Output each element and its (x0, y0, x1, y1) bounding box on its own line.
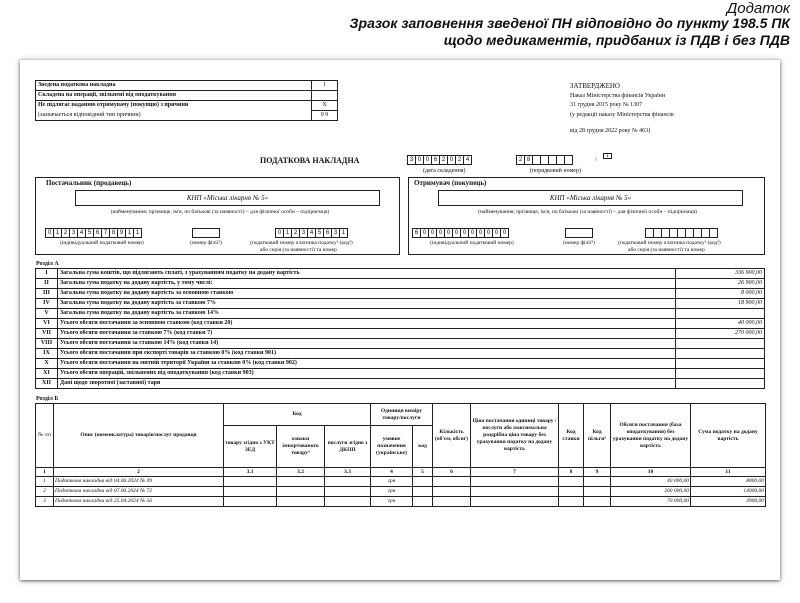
row-value: 18 900,00 (676, 299, 765, 309)
digit-cell: 0 (275, 228, 284, 238)
row-label: Усього обсяги постачання на митній території України за ставкою 0% (код ставки 902) (58, 359, 676, 369)
digit-cell: 2 (61, 228, 70, 238)
digit-cell: 0 (423, 155, 432, 165)
document-title: ПОДАТКОВА НАКЛАДНА (260, 156, 360, 165)
row-label: Усього обсяги постачання за ставкою 7% (код ставки 7) (58, 329, 676, 339)
section-a-row (36, 329, 765, 339)
row-number: X (36, 359, 58, 369)
section-a-row (36, 269, 765, 279)
number-slash: / (595, 157, 597, 163)
digit-cell: 3 (69, 228, 78, 238)
empty-cell (413, 497, 433, 507)
col-header-unit-name: умовне позначення (українське) (371, 426, 413, 468)
digit-cell: 1 (283, 228, 292, 238)
digit-cell: 3 (331, 228, 340, 238)
row-value (676, 369, 765, 379)
col-header-unit-code: код (413, 426, 433, 468)
approval-line-1: Наказ Міністерства фінансів України (570, 93, 666, 99)
empty-cell (471, 497, 559, 507)
section-a-row (36, 279, 765, 289)
page-title (350, 15, 790, 49)
buyer-tax-caption-2: або серія (за наявності) та номер (628, 247, 705, 253)
approval-line-3: (у редакції наказу Міністерства фінансів (570, 112, 674, 118)
col-header-benefit-code: Код пільги⁵ (584, 404, 611, 468)
number-suffix-digit: 1 (603, 153, 612, 159)
seller-tax-caption-1: (податковий номер платника податку² (код³) (250, 240, 353, 246)
col-header-num: № з/п (36, 404, 54, 468)
row-value: 336 900,00 (676, 269, 765, 279)
digit-cell: 0 (420, 228, 429, 238)
section-a-label: Розділ А (36, 261, 59, 267)
buyer-ipn-caption: (індивідуальний податковий номер) (430, 240, 514, 246)
digit-cell: 0 (460, 228, 469, 238)
flag-row: Складена на операції, звільнені від оподаткування (36, 91, 338, 101)
seller-name-caption: (найменування; прізвище, ім'я, по батькові (за наявності) – для фізичної особи – підприємця) (110, 209, 330, 215)
approval-line-2: 31 грудня 2015 року № 1307 (570, 102, 643, 108)
section-a-row (36, 359, 765, 369)
number-caption: (порядковий номер) (530, 168, 581, 174)
digit-cell: 1 (125, 228, 134, 238)
digit-cell: 4 (77, 228, 86, 238)
buyer-name-caption: (найменування; прізвище, ім'я, по батькові (за наявності) – для фізичної особи – підприємця) (478, 209, 697, 215)
section-a-table (35, 268, 765, 389)
cell-desc: Податкова накладна від 07.06.2024 № 72 (54, 487, 224, 497)
row-label: Усього обсяги постачання за основною ставкою (код ставки 20) (58, 319, 676, 329)
digit-cell: 3 (299, 228, 308, 238)
digit-cell: 6 (93, 228, 102, 238)
col-header-code-ukt: товару згідно з УКТ ЗЕД (224, 426, 277, 468)
row-value (676, 339, 765, 349)
approval-line-4: від 28 грудня 2022 року № 463) (570, 128, 651, 134)
row-number: VII (36, 329, 58, 339)
empty-cell (224, 487, 277, 497)
row-value (676, 349, 765, 359)
digit-cell: 0 (444, 228, 453, 238)
row-value: 40 000,00 (676, 319, 765, 329)
col-header-vat-sum: Сума податку на додану вартість (691, 404, 766, 468)
number-suffix-cell (603, 153, 611, 159)
empty-cell (433, 477, 471, 487)
empty-cell (325, 477, 371, 487)
digit-cell: 0 (476, 228, 485, 238)
cell-vat: 4900,00 (691, 497, 766, 507)
col-header-import-sign: ознаки імпортованого товару⁴ (277, 426, 325, 468)
section-a-row (36, 369, 765, 379)
row-number: VIII (36, 339, 58, 349)
row-label: Загальна сума податку на додану вартість за ставкою 14% (58, 309, 676, 319)
section-a-row (36, 299, 765, 309)
col-header-desc: Опис (номенклатура) товарів/послуг продавця (54, 404, 224, 468)
digit-cell: 2 (516, 155, 525, 165)
row-number: XII (36, 379, 58, 389)
flag-row: (зазначається відповідний тип причини) 0 9 (36, 111, 338, 121)
row-number: V (36, 309, 58, 319)
row-label: Дані щодо зворотної (заставної) тари (58, 379, 676, 389)
row-number: IX (36, 349, 58, 359)
cell-unit: грн (371, 497, 413, 507)
empty-cell (224, 497, 277, 507)
table-row (36, 487, 766, 497)
empty-cell (433, 487, 471, 497)
buyer-name: КНП «Міська лікарня № 5» (549, 194, 632, 202)
cell-n: 1 (36, 477, 54, 487)
row-number: I (36, 269, 58, 279)
row-value (676, 379, 765, 389)
empty-cell (584, 477, 611, 487)
seller-name: КНП «Міська лікарня № 5» (186, 194, 269, 202)
empty-cell (471, 477, 559, 487)
section-a-row (36, 349, 765, 359)
cell-vat: 8000,00 (691, 477, 766, 487)
cell-n: 3 (36, 497, 54, 507)
digit-cell: 4 (463, 155, 472, 165)
row-label: Усього обсяги постачання за ставкою 14% (код ставки 14) (58, 339, 676, 349)
col-header-qty: Кількість (об'єм, обсяг) (433, 404, 471, 468)
digit-cell: 6 (431, 155, 440, 165)
table-row (36, 497, 766, 507)
row-number: XI (36, 369, 58, 379)
approval-title: ЗАТВЕРДЖЕНО (570, 82, 620, 90)
digit-cell: 0 (492, 228, 501, 238)
digit-cell (709, 228, 718, 238)
digit-cell: 4 (307, 228, 316, 238)
flags-table (35, 80, 338, 121)
row-number: II (36, 279, 58, 289)
flag-row: Зведена податкова накладна 1 (36, 81, 338, 91)
col-header-rate-code: Код ставки (559, 404, 584, 468)
seller-branch-caption: (номер філії¹) (190, 240, 222, 246)
buyer-tax-caption-1: (податковий номер платника податку² (код³) (618, 240, 721, 246)
seller-heading: Постачальник (продавець) (46, 179, 132, 187)
empty-cell (277, 477, 325, 487)
digit-cell: 2 (291, 228, 300, 238)
digit-cell: 8 (109, 228, 118, 238)
number-cells (516, 155, 572, 165)
digit-cell: 0 (452, 228, 461, 238)
digit-cell: 2 (439, 155, 448, 165)
date-caption: (дата складення) (423, 168, 466, 174)
digit-cell: 2 (455, 155, 464, 165)
title-line-1: Зразок заповнення зведеної ПН відповідно до пункту 198.5 ПК (349, 15, 790, 31)
seller-ipn-cells (45, 228, 141, 238)
flag-row: Не підлягає наданню отримувачу (покупцю) з причини X (36, 101, 338, 111)
section-b-table (35, 403, 766, 507)
empty-cell (584, 487, 611, 497)
digit-cell: 0 (468, 228, 477, 238)
empty-cell (559, 477, 584, 487)
cell-desc: Податкова накладна від 25.04.2024 № 56 (54, 497, 224, 507)
cell-volume: 200 000,00 (611, 487, 691, 497)
row-label: Усього обсяги операцій, звільнених від оподаткування (код ставки 903) (58, 369, 676, 379)
section-a-row (36, 339, 765, 349)
digit-cell: 0 (447, 155, 456, 165)
cell-n: 2 (36, 487, 54, 497)
empty-cell (559, 497, 584, 507)
digit-cell: 0 (45, 228, 54, 238)
row-number: VI (36, 319, 58, 329)
empty-cell (277, 497, 325, 507)
empty-cell (277, 487, 325, 497)
cell-desc: Податкова накладна від 04.06.2024 № 49 (54, 477, 224, 487)
row-label: Загальна сума податку на додану вартість, у тому числі: (58, 279, 676, 289)
row-number: IV (36, 299, 58, 309)
cell-unit: грн (371, 477, 413, 487)
section-a-row (36, 309, 765, 319)
seller-ipn-caption: (індивідуальний податковий номер) (60, 240, 144, 246)
digit-cell (564, 155, 573, 165)
buyer-tax-cells (645, 228, 717, 238)
digit-cell: 9 (117, 228, 126, 238)
digit-cell: 0 (436, 228, 445, 238)
digit-cell: 6 (412, 228, 421, 238)
cell-volume: 40 000,00 (611, 477, 691, 487)
tax-invoice-form (20, 60, 780, 580)
col-header-price: Ціна постачання одиниці товару / послуги або максимальна роздрібна ціна товару без урахування податку на додану вартість (471, 404, 559, 468)
buyer-heading: Отримувач (покупець) (414, 179, 487, 187)
empty-cell (224, 477, 277, 487)
digit-cell: 3 (407, 155, 416, 165)
col-header-volume: Обсяги постачання (база оподаткування) без урахування податку на додану вартість (611, 404, 691, 468)
row-value: 26 900,00 (676, 279, 765, 289)
section-b-label: Розділ Б (36, 396, 59, 402)
seller-branch-box (192, 228, 220, 238)
digit-cell: 5 (85, 228, 94, 238)
col-header-code-group: Код (224, 404, 371, 426)
date-cells (407, 155, 471, 165)
digit-cell: 8 (524, 155, 533, 165)
digit-cell: 0 (500, 228, 509, 238)
row-number: III (36, 289, 58, 299)
col-header-unit-group: Одиниця виміру товару/послуги (371, 404, 433, 426)
empty-cell (584, 497, 611, 507)
seller-tax-caption-2: або серія (за наявності) та номер (260, 247, 337, 253)
column-number-row: 1 2 3.1 3.2 3.3 4 5 6 7 8 9 10 11 (36, 468, 766, 477)
digit-cell: 6 (323, 228, 332, 238)
digit-cell: 0 (415, 155, 424, 165)
empty-cell (325, 497, 371, 507)
title-line-2: щодо медикаментів, придбаних із ПДВ і без ПДВ (443, 32, 790, 48)
cell-volume: 70 000,00 (611, 497, 691, 507)
cell-unit: грн (371, 487, 413, 497)
buyer-branch-caption: (номер філії¹) (563, 240, 595, 246)
row-value: 8 000,00 (676, 289, 765, 299)
cell-vat: 14000,00 (691, 487, 766, 497)
row-value: 270 000,00 (676, 329, 765, 339)
digit-cell: 5 (315, 228, 324, 238)
row-label: Усього обсяги постачання при експорті товарів за ставкою 0% (код ставки 901) (58, 349, 676, 359)
section-a-row (36, 289, 765, 299)
col-header-dkpp: послуги згідно з ДКПП (325, 426, 371, 468)
row-value (676, 359, 765, 369)
buyer-branch-box (565, 228, 593, 238)
row-label: Загальна сума податку на додану вартість за основною ставкою (58, 289, 676, 299)
buyer-ipn-cells (412, 228, 508, 238)
empty-cell (433, 497, 471, 507)
digit-cell: 7 (101, 228, 110, 238)
digit-cell: 1 (339, 228, 348, 238)
empty-cell (413, 487, 433, 497)
appendix-label: Додаток (726, 0, 790, 17)
seller-tax-cells (275, 228, 347, 238)
table-row (36, 477, 766, 487)
empty-cell (325, 487, 371, 497)
digit-cell: 1 (53, 228, 62, 238)
row-label: Загальна сума коштів, що підлягають сплаті, з урахуванням податку на додану вартість (58, 269, 676, 279)
section-a-row (36, 319, 765, 329)
empty-cell (559, 487, 584, 497)
digit-cell: 0 (484, 228, 493, 238)
section-a-row (36, 379, 765, 389)
empty-cell (413, 477, 433, 487)
digit-cell: 1 (133, 228, 142, 238)
row-value (676, 309, 765, 319)
row-label: Загальна сума податку на додану вартість за ставкою 7% (58, 299, 676, 309)
empty-cell (471, 487, 559, 497)
digit-cell: 0 (428, 228, 437, 238)
